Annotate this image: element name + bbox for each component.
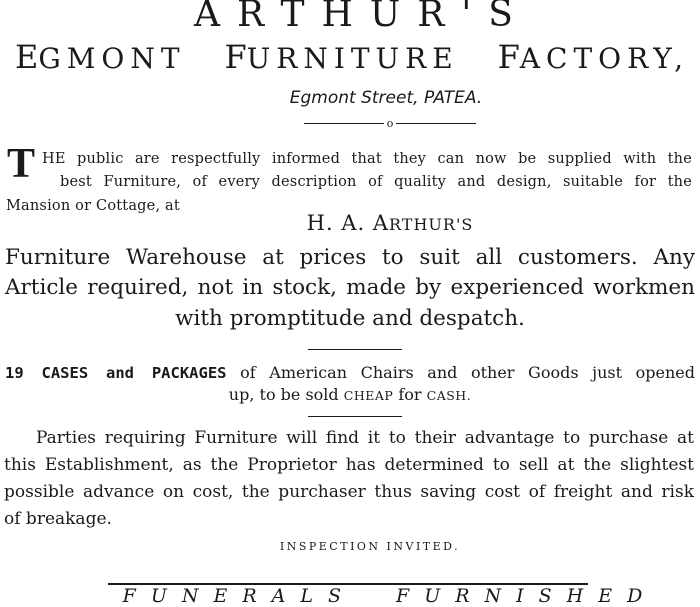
- funerals-word: FUNERALS: [122, 585, 357, 607]
- factory-name: [0, 38, 700, 76]
- parties-line-1: Parties requiring Furniture will find it to their advantage to purchase at: [36, 428, 694, 448]
- intro-line-3: Mansion or Cottage, at: [6, 198, 180, 214]
- intro-line-1: HE public are respectfully informed that they can now be supplied with the: [42, 151, 692, 167]
- inspection-notice: INSPECTION INVITED.: [279, 540, 461, 553]
- intro-line-2: best Furniture, of every description of quality and design, suitable for the: [60, 174, 692, 190]
- cases-line-2: up, to be sold CHEAP for CASH.: [228, 385, 472, 404]
- parties-line-3: possible advance on cost, the purchaser thus saving cost of freight and risk: [4, 482, 694, 502]
- cases-line-1: 19 CASES and PACKAGES of American Chairs and other Goods just opened: [5, 363, 696, 382]
- street-address: Egmont Street, PATEA.: [289, 88, 483, 108]
- drop-cap: T: [7, 141, 36, 187]
- advertiser-title: ARTHUR'S: [194, 0, 530, 35]
- warehouse-line-2: Article required, not in stock, made by experienced workmen: [5, 275, 695, 300]
- section-rule-2: [308, 416, 402, 417]
- parties-line-4: of breakage.: [4, 509, 112, 529]
- warehouse-line-3: with promptitude and despatch.: [175, 306, 525, 331]
- warehouse-line-1: Furniture Warehouse at prices to suit all customers. Any: [5, 245, 695, 270]
- ornament-line-right: [396, 123, 476, 124]
- subtitle-word-factory: FACTORY,: [497, 38, 690, 76]
- ornament-line-left: [304, 123, 384, 124]
- ornament-circle: o: [386, 116, 394, 130]
- subtitle-word-furniture: FURNITURE: [224, 38, 459, 76]
- funerals-heading: [0, 585, 700, 607]
- subtitle-word-egmont: EGMONT: [15, 38, 186, 76]
- furnished-word: FURNISHED: [396, 585, 658, 607]
- proprietor-name: H. A. ARTHUR'S: [306, 211, 474, 235]
- section-rule-1: [308, 349, 402, 350]
- parties-line-2: this Establishment, as the Proprietor has determined to sell at the slightest: [4, 455, 694, 475]
- ornament-divider: [0, 116, 700, 130]
